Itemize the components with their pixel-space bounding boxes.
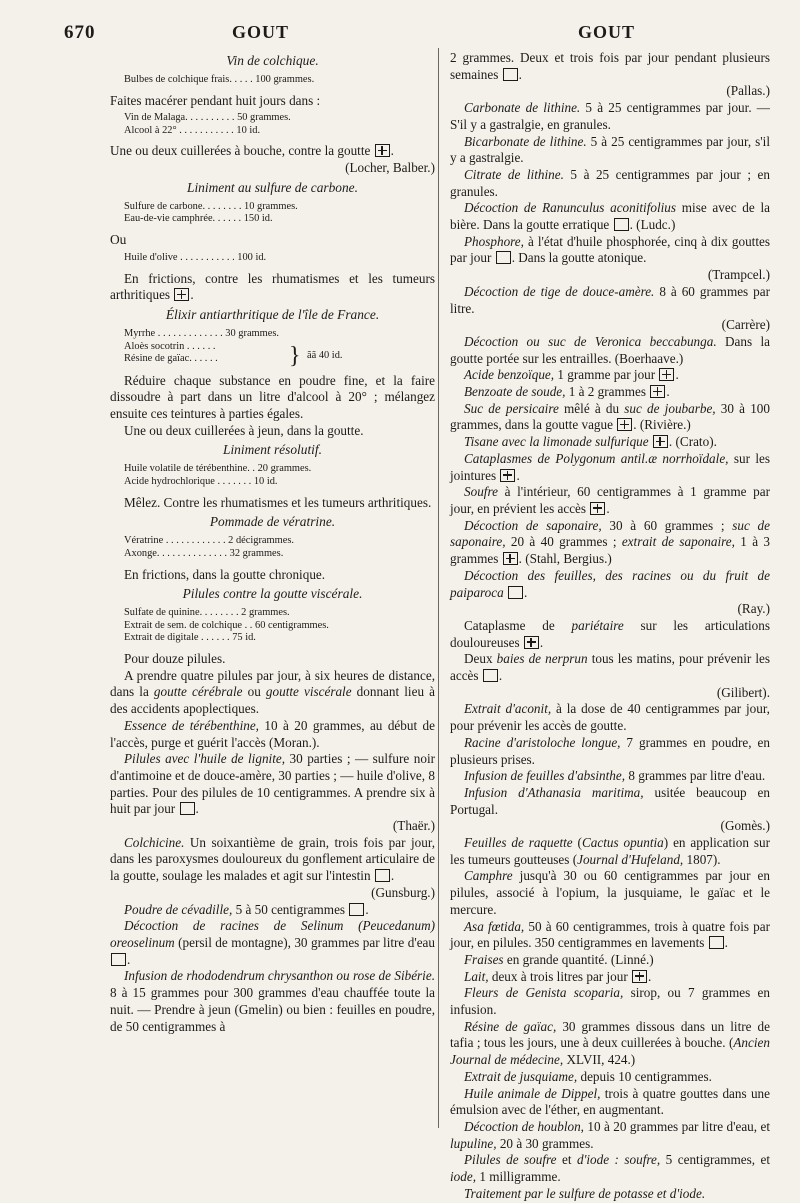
paragraph [450,100,770,133]
square-box-icon [111,953,126,966]
entry-term: Phosphore, [464,233,524,249]
paragraph: Une ou deux cuillerées à bouche, contre la goutte . [110,143,394,159]
ingredient-line: Huile volatile de térébenthine. . 20 grammes. [124,463,312,475]
cross-box-icon [653,435,668,448]
paragraph [450,434,770,451]
paragraph-text: mise avec de la bière. Dans la goutte erratique [450,200,770,233]
square-box-icon [503,68,518,81]
paragraph-text: 1 à 3 grammes [450,534,770,567]
paragraph: Deux baies de nerprun tous les matins, pour prévenir les accès . [450,651,770,684]
or-label: Ou [110,232,127,248]
paragraph: Cataplasmes de Polygonum antil.æ norrhoïdale, sur les jointures . [450,450,770,483]
paragraph-text: 8 grammes par litre d'eau. [625,768,766,784]
paragraph: Soufre à l'intérieur, 60 centigrammes à 1 gramme par jour, en prévient les accès . [450,484,770,516]
emphasis: pariétaire [571,617,624,633]
entry-term: Infusion de rhododendrum chrysanthon ou rose de Sibérie. [124,968,435,984]
square-box-icon [349,903,364,916]
paragraph-text: . (Stahl, Bergius.) [518,551,612,567]
ingredient-line: Extrait de digitale . . . . . . 75 id. [124,632,256,644]
ingredient-group [124,340,343,369]
paragraph-text: (persil de montagne), 30 grammes par litre d'eau [174,935,435,950]
left-column [110,50,435,1035]
paragraph-text: depuis 10 centigrammes. [577,1068,712,1084]
emphasis: goutte cérébrale [153,684,243,700]
paragraph-text: ) en application sur les tumeurs goutteuses ( [450,835,770,867]
ingredient-line: Huile d'olive . . . . . . . . . . . 100 id. [124,252,267,264]
paragraph-text: 1807). [683,851,721,867]
right-column [450,50,770,1203]
entry-term: Camphre [464,868,513,884]
cross-box-icon [375,144,390,157]
entry-term: Pilules avec l'huile de lignite, [124,751,286,767]
square-box-icon [180,802,195,815]
paragraph: Décoction de racines de Selinum (Peucedanum) oreoselinum (persil de montagne), 30 grammes par litre d'eau . [110,918,435,967]
entry-term: Benzoate de soude, [464,384,566,400]
citation: (Gomès.) [720,818,770,834]
ingredient-line: Résine de gaïac. . . . . . [124,353,218,365]
square-box-icon [614,218,629,231]
cross-box-icon [524,636,539,649]
paragraph-text: En frictions, contre les rhumatismes et les tumeurs arthritiques [110,270,435,303]
entry-term: Huile animale de Dippel, [464,1085,601,1101]
recipe-ingredients [124,535,435,560]
paragraph-text: donnant lieu à des accidents apoplectiques. [110,684,435,717]
ingredient-line: Sulfure de carbone. . . . . . . . 10 grammes. [124,200,298,212]
entry-term: Lait, [464,968,489,984]
paragraph-text: deux à trois litres par jour [488,968,628,984]
paragraph-text: 30 parties ; — sulfure noir d'antimoine et de douce-amère, 30 parties ; — huile d'olive, 8 parties. Pour des pilules de 10 centigrammes. A prendre six à huit par jour [110,751,436,817]
paragraph-text: jusqu'à 30 ou 60 centigrammes par jour en pilules, associé à l'opium, la jusquiame, le gaïac et le mercure. [450,868,770,917]
emphasis: goutte viscérale [265,684,352,700]
paragraph [110,968,435,1035]
citation: (Gunsburg.) [371,884,435,900]
citation: (Thaër.) [392,818,435,834]
paragraph: En frictions, dans la goutte chronique. [124,566,326,582]
paragraph: En frictions, contre les rhumatismes et les tumeurs arthritiques . [110,270,435,303]
emphasis: Journal d'Hufeland, [577,851,684,867]
paragraph-text: 10 à 20 grammes, au début de l'accès, purge et guérit l'accès (Moran.). [110,717,435,750]
paragraph-text: 30 à 60 grammes ; [601,517,733,533]
ingredient-line: Bulbes de colchique frais. . . . . 100 grammes. [124,74,315,85]
paragraph-text: 30 à 100 grammes, dans la goutte vague [450,400,770,433]
paragraph: Cataplasme de pariétaire sur les articulations douloureuses . [450,617,771,650]
running-header [0,22,800,46]
paragraph: Pilules avec l'huile de lignite, 30 parties ; — sulfure noir d'antimoine et de douce-amère, 30 parties ; — huile d'olive, 8 parties. Pour des pilules de 10 centigrammes. A prendre six à huit par jour . [110,751,436,817]
recipe-title: Liniment résolutif. [223,442,322,458]
paragraph-text: 1 gramme par jour [554,367,656,383]
paragraph-text: tous les matins, pour prévenir les accès [450,651,770,684]
recipe-ingredients [124,74,435,87]
cross-box-icon [659,368,674,381]
entry-term: Extrait d'aconit, [464,701,552,717]
entry-term: Extrait de jusquiame, [464,1068,578,1084]
paragraph-text: 1 milligramme. [476,1169,561,1185]
emphasis: d'iode : soufre, [576,1152,661,1168]
paragraph-text: à la dose de 40 centigrammes par jour, pour prévenir les accès de goutte. [450,701,770,734]
emphasis: suc de joubarbe, [624,400,716,416]
header-right-word: GOUT [578,22,636,42]
paragraph-text: en grande quantité. (Linné.) [503,951,654,967]
paragraph [450,985,770,1018]
recipe-ingredients [124,607,435,645]
recipe-ingredients [124,112,435,137]
cross-box-icon [632,970,647,983]
paragraph: Acide benzoïque, 1 gramme par jour . [464,367,679,383]
paragraph [110,668,435,718]
recipe-ingredients [124,252,435,265]
paragraph: Colchicine. Un soixantième de grain, trois fois par jour, dans les paroxysmes douloureux du gonflement articulaire de la goutte, soulage les malades et agit sur l'intestin . [110,834,435,884]
entry-term: Décoction de tige de douce-amère. [464,283,655,299]
recipe-title: Pilules contre la goutte viscérale. [182,586,363,602]
paragraph: 2 grammes. Deux et trois fois par jour pendant plusieurs semaines . [450,50,770,82]
paragraph-text: Dans la goutte portée sur les entrailles. (Boerhaave.) [450,333,770,366]
entry-term: Fraises [464,951,504,967]
paragraph [450,134,770,167]
ingredient-line: Axonge. . . . . . . . . . . . . . 32 grammes. [124,547,284,559]
paragraph [450,200,770,233]
paragraph [450,1019,770,1069]
paragraph-text: mêlé à du [558,400,625,416]
emphasis: extrait de saponaire, [621,534,735,550]
ingredient-line: Eau-de-vie camphrée. . . . . . 150 id. [124,213,273,225]
square-box-icon [483,669,498,682]
citation: (Carrère) [721,317,770,333]
citation: (Ray.) [737,601,770,617]
ingredient-line: Myrrhe . . . . . . . . . . . . . 30 grammes. [124,328,279,340]
paragraph: Mêlez. Contre les rhumatismes et les tumeurs arthritiques. [124,494,432,510]
ingredient-line: Vératrine . . . . . . . . . . . . 2 décigrammes. [124,535,294,547]
ingredient-line: Vin de Malaga. . . . . . . . . . 50 grammes. [124,112,291,124]
entry-term: Citrate de lithine. [464,166,564,182]
paragraph-text: Cataplasme de [464,617,572,633]
paragraph [450,868,770,918]
paragraph [450,284,770,317]
paragraph-text: . Dans la goutte atonique. [511,250,647,266]
recipe-title: Pommade de vératrine. [209,514,336,530]
cross-box-icon [617,418,632,431]
paragraph-text: 8 à 15 grammes pour 300 grammes d'eau chauffée toute la nuit. — Prendre à jeun (Gmelin) ou bien : feuilles en poudre, de 50 centigrammes à [110,985,435,1034]
paragraph [450,1152,770,1185]
cross-box-icon [590,502,605,515]
brace-icon: } [289,342,301,369]
entry-term: Décoction de Ranunculus aconitifolius [464,200,677,216]
paragraph [450,735,770,768]
emphasis: iode, [450,1169,477,1185]
ingredient-amount: ãã 40 id. [307,349,343,361]
paragraph [450,167,770,200]
entry-term: Décoction des feuilles, des racines ou du fruit de paiparoca [450,567,770,600]
entry-term: Décoction de houblon, [464,1119,584,1134]
entry-term: Décoction de racines de Selinum (Peucedanum) oreoselinum [110,918,435,950]
cross-box-icon [503,552,518,565]
paragraph [450,1069,770,1086]
paragraph [450,701,770,734]
paragraph-text: Un soixantième de grain, trois fois par jour, dans les paroxysmes douloureux du gonflement articulaire de la goutte, soulage les malades et agit sur l'intestin [110,834,435,884]
paragraph-text: . (Rivière.) [633,417,691,433]
paragraph [450,334,770,367]
entry-term: Carbonate de lithine. [464,100,581,116]
paragraph-text: 20 à 30 grammes. [496,1135,594,1151]
paragraph: Pour douze pilules. [124,651,226,667]
entry-term: Poudre de cévadille, [124,901,233,917]
paragraph [110,718,435,751]
paragraph-text: à l'état d'huile phosphorée, cinq à dix gouttes par jour [450,233,770,266]
paragraph-text: . (Crato). [668,434,717,450]
emphasis: baies de nerprun [496,651,588,667]
paragraph-text: 5 à 25 centigrammes par jour, s'il y a gastralgie. [450,133,770,166]
entry-term: Acide benzoïque, [464,367,555,383]
paragraph [450,952,770,969]
paragraph [450,1119,770,1152]
paragraph-text: 1 à 2 grammes [565,384,647,400]
paragraph-text: 5 à 25 centigrammes par jour. — S'il y a gastralgie, en granules. [450,100,770,132]
citation: (Trampcel.) [707,267,770,283]
citation: (Gilibert). [716,684,770,700]
entry-term: Asa fœtida, [464,918,525,934]
entry-term: Racine d'aristoloche longue, [464,734,621,750]
citation: (Locher, Balber.) [345,160,435,176]
cross-box-icon [500,469,515,482]
ingredient-line: Sulfate de quinine. . . . . . . . 2 grammes. [124,607,290,619]
recipe-title: Vin de colchique. [226,53,319,68]
paragraph-text: A prendre quatre pilules par jour, à six heures de distance, dans la [110,667,435,700]
cross-box-icon [650,385,665,398]
entry-term: Décoction ou suc de Veronica beccabunga. [464,333,717,349]
paragraph: Faites macérer pendant huit jours dans : [110,92,321,108]
entry-term: Décoction de saponaire, [464,517,602,533]
paragraph: Benzoate de soude, 1 à 2 grammes . [464,384,670,400]
entry-term: Colchicine. [124,834,185,850]
paragraph [450,1086,770,1119]
header-left-word: GOUT [232,22,290,42]
entry-term: Infusion d'Athanasia maritima, [464,784,644,800]
paragraph-text: sirop, ou 7 grammes en infusion. [450,985,770,1018]
paragraph: Réduire chaque substance en poudre fine, et la faire dissoudre à part dans un litre d'alcool à 20° ; mélangez ensuite ces teintures à parties égales. [110,372,435,422]
paragraph-text: 5 à 50 centigrammes [232,901,346,917]
paragraph: Décoction des feuilles, des racines ou du fruit de paiparoca . [450,567,770,600]
recipe-ingredients [124,201,435,226]
entry-term: Résine de gaïac, [464,1018,557,1034]
column-divider [438,48,439,1128]
paragraph-text: 30 grammes dissous dans un litre de tafia ; tous les jours, une à deux cuillerées à bouche. ( [450,1018,770,1051]
square-box-icon [508,586,523,599]
recipe-ingredients [124,328,435,367]
paragraph-text: et [556,1152,577,1168]
citation: (Pallas.) [726,83,770,99]
square-box-icon [709,936,724,949]
paragraph-text: 2 grammes. Deux et trois fois par jour pendant plusieurs semaines [450,50,770,82]
emphasis: Cactus opuntia [581,835,664,851]
emphasis: Ancien Journal de médecine, [450,1035,770,1068]
entry-term: Infusion de feuilles d'absinthe, [464,768,626,784]
paragraph: Traitement par le sulfure de potasse et d'iode. [464,1185,706,1201]
paragraph-text: à l'intérieur, 60 centigrammes à 1 gramme par jour, en prévient les accès [450,484,770,516]
paragraph: Poudre de cévadille, 5 à 50 centigrammes . [124,901,369,917]
entry-term: Pilules de soufre [464,1152,557,1168]
paragraph-text: trois à quatre gouttes dans une émulsion avec de l'éther, en augmentant. [450,1085,771,1118]
entry-term: Tisane avec la limonade sulfurique [464,434,649,450]
paragraph: Une ou deux cuillerées à jeun, dans la goutte. [124,422,364,438]
paragraph-text: 10 à 20 grammes par litre d'eau, et [583,1119,770,1134]
entry-term: Essence de térébenthine, [124,717,259,733]
paragraph-text: 5 centigrammes, et [660,1152,770,1168]
square-box-icon [496,251,511,264]
paragraph-text: 50 à 60 centigrammes, trois à quatre fois par jour, en pilules. 350 centigrammes en lavements [450,918,770,951]
ingredient-line: Extrait de sem. de colchique . . 60 centigrammes. [124,619,329,631]
paragraph-text: sur les articulations douloureuses [450,617,771,650]
entry-term: Suc de persicaire [464,400,559,416]
paragraph [450,518,770,568]
paragraph-text: 5 à 25 centigrammes par jour ; en granules. [450,166,770,199]
entry-term: Soufre [464,484,498,500]
ingredient-line: Alcool à 22° . . . . . . . . . . . 10 id. [124,124,261,136]
entry-term: Fleurs de Genista scoparia, [464,985,624,1001]
paragraph [450,835,770,868]
paragraph-text: XLVII, 424.) [563,1052,636,1068]
cross-box-icon [174,288,189,301]
paragraph-text: Une ou deux cuillerées à bouche, contre la goutte [110,143,371,159]
paragraph [450,401,770,434]
ingredient-line: Aloès socotrin . . . . . . [124,340,216,352]
recipe-title: Liniment au sulfure de carbone. [187,179,358,195]
page-number: 670 [64,22,96,43]
paragraph: Asa fœtida, 50 à 60 centigrammes, trois à quatre fois par jour, en pilules. 350 centigrammes en lavements . [450,918,770,951]
paragraph-text: . (Ludc.) [629,217,676,233]
emphasis: suc de saponaire, [450,517,771,550]
recipe-ingredients [124,463,435,488]
paragraph [450,234,770,267]
paragraph-text: 8 à 60 grammes par litre. [450,283,770,316]
paragraph: Lait, deux à trois litres par jour . [464,968,652,984]
recipe-title: Élixir antiarthritique de l'île de France. [165,307,380,323]
paragraph [450,785,770,818]
paragraph-text: 20 à 40 grammes ; [505,534,622,550]
paragraph-text: ( [572,835,582,851]
emphasis: lupuline, [450,1135,497,1151]
paragraph-text: Deux [464,651,497,667]
entry-term: Bicarbonate de lithine. [464,133,587,149]
ingredient-line: Acide hydrochlorique . . . . . . . 10 id. [124,476,278,488]
paragraph-text: sur les jointures [450,450,770,483]
entry-term: Feuilles de raquette [464,835,573,851]
paragraph-text: ou [242,684,266,700]
paragraph-text: usitée beaucoup en Portugal. [450,784,770,817]
square-box-icon [375,869,390,882]
entry-term: Cataplasmes de Polygonum antil.æ norrhoïdale, [464,450,729,466]
paragraph [450,768,770,785]
paragraph-text: 7 grammes en poudre, en plusieurs prises. [450,734,770,767]
